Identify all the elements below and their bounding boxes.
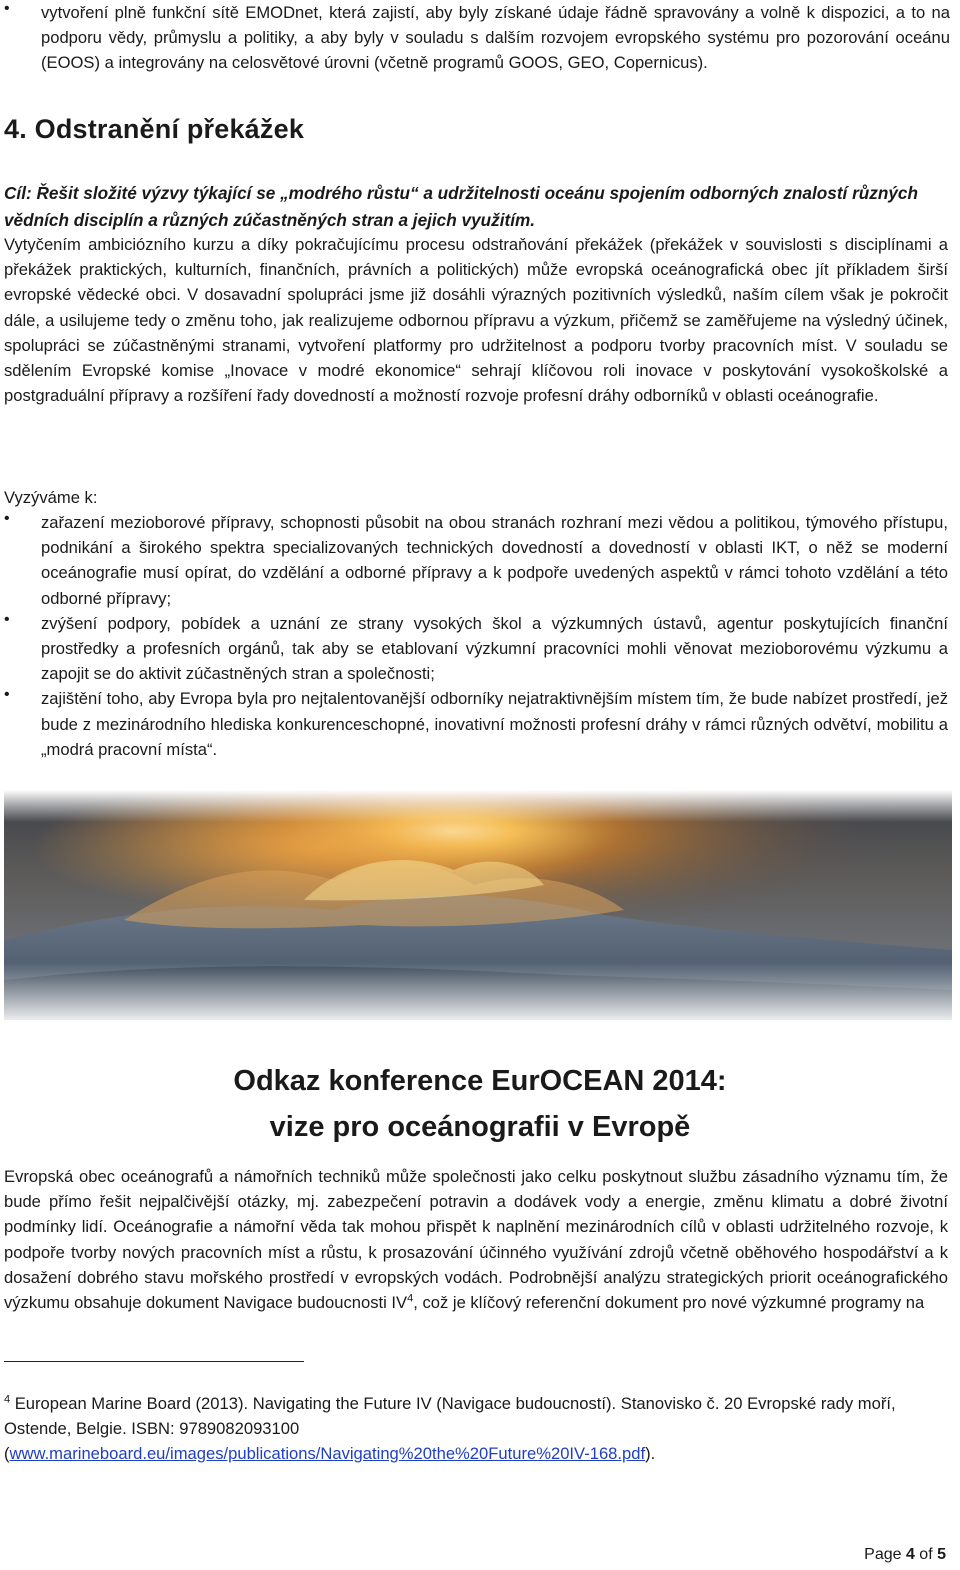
list-item — [4, 686, 948, 762]
list-item — [4, 0, 950, 76]
ocean-wave-photo — [4, 790, 952, 1020]
footnote-text: European Marine Board (2013). Navigating the Future IV (Navigace budoucností). Stanovisko č. 20 Evropské rady moří, Ostende, Belgie. ISBN: 9789082093100 — [4, 1393, 896, 1438]
bullet-list — [4, 510, 948, 762]
page-current: 4 — [905, 1546, 915, 1563]
page-number — [864, 1546, 946, 1564]
list-item-text: zvýšení podpory, pobídek a uznání ze strany vysokých škol a výzkumných ústavů, agentur poskytujících finanční prostředky a profesních orgánů, tak aby se etablovaní výzkumní pracovníci mohli věnovat mezioborovému výzkumu a zapojit se do aktivit zúčastněných stran a společnosti; — [41, 613, 948, 684]
list-item — [4, 611, 948, 687]
conference-title-line2: vize pro oceánografii v Evropě — [269, 1111, 691, 1143]
section-goal: Cíl: Řešit složité výzvy týkající se „modrého růstu“ a udržitelnosti oceánu spojením odborných znalostí různých vědních disciplín a různých zúčastněných stran a jejich využitím. — [4, 183, 918, 231]
section-heading: 4. Odstranění překážek — [4, 114, 305, 144]
footnote-link[interactable]: www.marineboard.eu/images/publications/Navigating%20the%20Future%20IV-168.pdf — [9, 1444, 646, 1463]
list-item — [4, 510, 948, 611]
footnote-divider — [4, 1361, 304, 1362]
conference-body-text-cont: , což je klíčový referenční dokument pro nové výzkumné programy na — [413, 1293, 925, 1313]
callout-text: Vyzýváme k: — [4, 488, 98, 507]
list-item-text: vytvoření plně funkční sítě EMODnet, která zajistí, aby byly získané údaje řádně spravovány a volně k dispozici, a to na podporu vědy, průmyslu a politiky, a aby byly v souladu s dalším rozvojem evropského systému pro pozorování oceánu (EOOS) a integrovány na celosvětové úrovni (včetně programů GOOS, GEO, Copernicus). — [41, 3, 950, 73]
footnote-reference[interactable]: 4 — [407, 1292, 414, 1305]
list-item-text: zařazení mezioborové přípravy, schopnosti působit na obou stranách rozhraní mezi vědou a politikou, týmového přístupu, podnikání a širokého spektra specializovaných technických dovedností a dovedností v oblasti IKT, o něž se moderní oceánografie musí opírat, do vzdělání a odborné přípravy a k podpoře uvedených aspektů v rámci tohoto vzdělání a této odborné přípravy; — [41, 513, 948, 608]
conference-body-text: Evropská obec oceánografů a námořních techniků může společnosti jako celku poskytnout službu zásadního významu tím, že bude přímo řešit nejpalčivější otázky, mj. zabezpečení potravin a dodávek vody a energie, změnu klimatu a dobré životní podmínky lidí. Oceánografie a námořní věda tak mohou přispět k naplnění mezinárodních cílů v oblasti udržitelného rozvoje, k podpoře tvorby nových pracovních míst a růstu, k prosazování účinného využívání zdrojů včetně oběhového hospodářství a k dosažení dobrého stavu mořského prostředí v evropských vodách. Podrobnější analýzu strategických priorit oceánografického výzkumu obsahuje dokument Navigace budoucnosti IV — [4, 1167, 948, 1313]
footnote-number: 4 — [4, 1393, 11, 1406]
page-of: of — [914, 1546, 938, 1563]
section-body: Vytyčením ambiciózního kurzu a díky pokračujícímu procesu odstraňování překážek (překážek v souvislosti s disciplínami a překážek praktických, kulturních, finančních, právních a politických) může evropská oceánografická obec jít příkladem širší evropské vědecké obci. V dosavadní spolupráci jsme již dosáhli výrazných pozitivních výsledků, naším cílem však je pokročit dále, a usilujeme tedy o změnu toho, jak realizujeme odbornou přípravu a výzkum, přičemž se zaměřujeme na výsledný účinek, spolupráci se zúčastněnými stranami, vytvoření platformy pro udržitelnost a podporu tvorby pracovních míst. V souladu se sdělením Evropské komise „Inovace v modré ekonomice“ sehrají klíčovou roli inovace v poskytování vysokoškolské a postgraduální přípravy a rozšíření řady dovedností a možností rozvoje profesní dráhy odborníků v oblasti oceánografie. — [4, 235, 948, 406]
bullet-dot: • — [4, 510, 10, 527]
list-item-text: zajištění toho, aby Evropa byla pro nejtalentovanější odborníky nejatraktivnějším místem tím, že bude nabízet prostředí, jež bude z mezinárodního hlediska konkurenceschopné, inovativní možnosti profesní dráhy v rámci různých odvětví, mobilitu a „modrá pracovní místa“. — [41, 689, 948, 759]
bullet-dot: • — [4, 610, 10, 628]
page-prefix: Page — [864, 1546, 906, 1563]
page-total: 5 — [937, 1546, 946, 1563]
conference-title-line1: Odkaz konference EurOCEAN 2014: — [233, 1065, 727, 1097]
bullet-dot: • — [4, 686, 10, 704]
conference-title — [0, 1058, 960, 1150]
footnote-close: ). — [645, 1444, 656, 1463]
footnote — [4, 1391, 948, 1467]
conference-body — [4, 1164, 948, 1315]
footnote-open-paren: ( — [4, 1444, 10, 1463]
bullet-dot: • — [4, 0, 10, 17]
